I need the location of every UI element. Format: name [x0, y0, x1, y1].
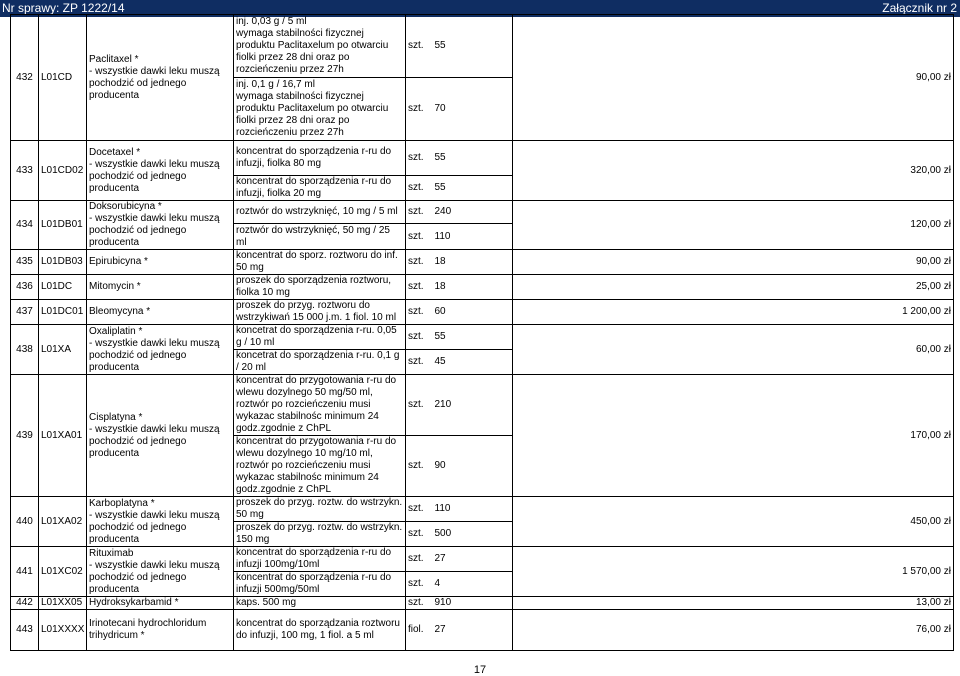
dosage-form: inj. 0,1 g / 16,7 ml wymaga stabilności fizycznej produktu Paclitaxelum po otwarciu fiolki przez 28 dni oraz po rozcieńczeniu przez 27h	[234, 78, 406, 141]
drug-name: Docetaxel * - wszystkie dawki leku muszą pochodzić od jednego producenta	[87, 141, 234, 201]
attachment-label: Załącznik nr 2	[882, 1, 957, 15]
quantity: 90	[433, 436, 513, 497]
dosage-form: roztwór do wstrzyknięć, 10 mg / 5 ml	[234, 201, 406, 224]
unit-price: 170,00 zł	[513, 375, 954, 497]
dosage-form: proszek do przyg. roztw. do wstrzykn. 150 mg	[234, 522, 406, 547]
dosage-form: inj. 0,03 g / 5 ml wymaga stabilności fizycznej produktu Paclitaxelum po otwarciu fiolki przez 28 dni oraz po rozcieńczeniu przez 27h	[234, 15, 406, 78]
row-number: 438	[11, 325, 39, 375]
unit-price: 90,00 zł	[513, 250, 954, 275]
quantity: 27	[433, 610, 513, 651]
unit: szt.	[406, 375, 433, 436]
dosage-form: koncentrat do sporządzenia r-ru do infuzji, fiolka 80 mg	[234, 141, 406, 176]
dosage-form: koncetrat do sporządzenia r-ru. 0,05 g / 10 ml	[234, 325, 406, 350]
dosage-form: koncentrat do sporządzenia r-ru do infuzji 500mg/50ml	[234, 572, 406, 597]
row-number: 432	[11, 15, 39, 141]
quantity: 18	[433, 275, 513, 300]
atc-code: L01XXXX	[39, 610, 87, 651]
quantity: 55	[433, 15, 513, 78]
quantity: 910	[433, 597, 513, 610]
row-number: 435	[11, 250, 39, 275]
unit: szt.	[406, 350, 433, 375]
quantity: 55	[433, 325, 513, 350]
drug-name: Cisplatyna * - wszystkie dawki leku muszą pochodzić od jednego producenta	[87, 375, 234, 497]
dosage-form: koncentrat do sporządzenia r-ru do infuzji, fiolka 20 mg	[234, 176, 406, 201]
quantity: 110	[433, 497, 513, 522]
table-row	[11, 375, 954, 436]
row-number: 439	[11, 375, 39, 497]
quantity: 18	[433, 250, 513, 275]
unit: szt.	[406, 522, 433, 547]
atc-code: L01XA	[39, 325, 87, 375]
unit-price: 25,00 zł	[513, 275, 954, 300]
quantity: 70	[433, 78, 513, 141]
unit: szt.	[406, 547, 433, 572]
row-number: 433	[11, 141, 39, 201]
quantity: 240	[433, 201, 513, 224]
unit-price: 1 570,00 zł	[513, 547, 954, 597]
quantity: 210	[433, 375, 513, 436]
row-number: 437	[11, 300, 39, 325]
table-row	[11, 275, 954, 300]
drug-name: Bleomycyna *	[87, 300, 234, 325]
quantity: 55	[433, 176, 513, 201]
drug-name: Epirubicyna *	[87, 250, 234, 275]
unit: szt.	[406, 497, 433, 522]
dosage-form: proszek do przyg. roztw. do wstrzykn. 50 mg	[234, 497, 406, 522]
drug-name: Paclitaxel * - wszystkie dawki leku muszą pochodzić od jednego producenta	[87, 15, 234, 141]
page-number: 17	[473, 664, 487, 676]
unit-price: 450,00 zł	[513, 497, 954, 547]
quantity: 4	[433, 572, 513, 597]
table-row	[11, 15, 954, 78]
dosage-form: koncentrat do sporządzania roztworu do infuzji, 100 mg, 1 fiol. a 5 ml	[234, 610, 406, 651]
unit: szt.	[406, 141, 433, 176]
case-number: Nr sprawy: ZP 1222/14	[2, 1, 125, 15]
quantity: 60	[433, 300, 513, 325]
unit-price: 60,00 zł	[513, 325, 954, 375]
unit: szt.	[406, 224, 433, 250]
drug-name: Rituximab - wszystkie dawki leku muszą pochodzić od jednego producenta	[87, 547, 234, 597]
atc-code: L01XA01	[39, 375, 87, 497]
dosage-form: koncentrat do sporządzenia r-ru do infuzji 100mg/10ml	[234, 547, 406, 572]
quantity: 55	[433, 141, 513, 176]
unit: szt.	[406, 597, 433, 610]
unit: szt.	[406, 436, 433, 497]
table-row	[11, 300, 954, 325]
unit: szt.	[406, 176, 433, 201]
drug-name: Doksorubicyna * - wszystkie dawki leku muszą pochodzić od jednego producenta	[87, 201, 234, 250]
unit-price: 320,00 zł	[513, 141, 954, 201]
table-row	[11, 141, 954, 176]
row-number: 434	[11, 201, 39, 250]
dosage-form: koncetrat do sporządzenia r-ru. 0,1 g / 20 ml	[234, 350, 406, 375]
row-number: 442	[11, 597, 39, 610]
unit: szt.	[406, 201, 433, 224]
unit: szt.	[406, 250, 433, 275]
unit: szt.	[406, 15, 433, 78]
table-row	[11, 610, 954, 651]
quantity: 110	[433, 224, 513, 250]
unit-price: 90,00 zł	[513, 15, 954, 141]
dosage-form: proszek do sporządzenia roztworu, fiolka 10 mg	[234, 275, 406, 300]
drug-name: Oxaliplatin * - wszystkie dawki leku muszą pochodzić od jednego producenta	[87, 325, 234, 375]
row-number: 441	[11, 547, 39, 597]
drug-name: Irinotecani hydrochloridum trihydricum *	[87, 610, 234, 651]
unit: szt.	[406, 300, 433, 325]
quantity: 45	[433, 350, 513, 375]
unit-price: 1 200,00 zł	[513, 300, 954, 325]
row-number: 440	[11, 497, 39, 547]
atc-code: L01DC01	[39, 300, 87, 325]
atc-code: L01DB03	[39, 250, 87, 275]
table-row	[11, 497, 954, 522]
drug-name: Mitomycin *	[87, 275, 234, 300]
unit-price: 13,00 zł	[513, 597, 954, 610]
unit: szt.	[406, 78, 433, 141]
drug-name: Hydroksykarbamid *	[87, 597, 234, 610]
atc-code: L01DC	[39, 275, 87, 300]
unit-price: 120,00 zł	[513, 201, 954, 250]
dosage-form: proszek do przyg. roztworu do wstrzykiwań 15 000 j.m. 1 fiol. 10 ml	[234, 300, 406, 325]
unit: szt.	[406, 325, 433, 350]
row-number: 436	[11, 275, 39, 300]
atc-code: L01DB01	[39, 201, 87, 250]
table-row	[11, 201, 954, 224]
quantity: 27	[433, 547, 513, 572]
atc-code: L01XX05	[39, 597, 87, 610]
table-row	[11, 325, 954, 350]
unit: fiol.	[406, 610, 433, 651]
row-number: 443	[11, 610, 39, 651]
atc-code: L01XC02	[39, 547, 87, 597]
unit: szt.	[406, 572, 433, 597]
unit: szt.	[406, 275, 433, 300]
quantity: 500	[433, 522, 513, 547]
table-row	[11, 597, 954, 610]
dosage-form: kaps. 500 mg	[234, 597, 406, 610]
dosage-form: koncentrat do przygotowania r-ru do wlewu dozylnego 50 mg/50 ml, roztwór po rozcieńczeniu musi wykazac stabilnośc minimum 24 godz.zgodnie z ChPL	[234, 375, 406, 436]
table-row	[11, 547, 954, 572]
table-row	[11, 250, 954, 275]
unit-price: 76,00 zł	[513, 610, 954, 651]
dosage-form: koncentrat do przygotowania r-ru do wlewu dozylnego 10 mg/10 ml, roztwór po rozcieńczeniu musi wykazac stabilnośc minimum 24 godz.zgodnie z ChPL	[234, 436, 406, 497]
atc-code: L01CD	[39, 15, 87, 141]
drug-name: Karboplatyna * - wszystkie dawki leku muszą pochodzić od jednego producenta	[87, 497, 234, 547]
drug-table	[10, 14, 954, 651]
dosage-form: roztwór do wstrzyknięć, 50 mg / 25 ml	[234, 224, 406, 250]
atc-code: L01CD02	[39, 141, 87, 201]
atc-code: L01XA02	[39, 497, 87, 547]
dosage-form: koncentrat do sporz. roztworu do inf. 50 mg	[234, 250, 406, 275]
